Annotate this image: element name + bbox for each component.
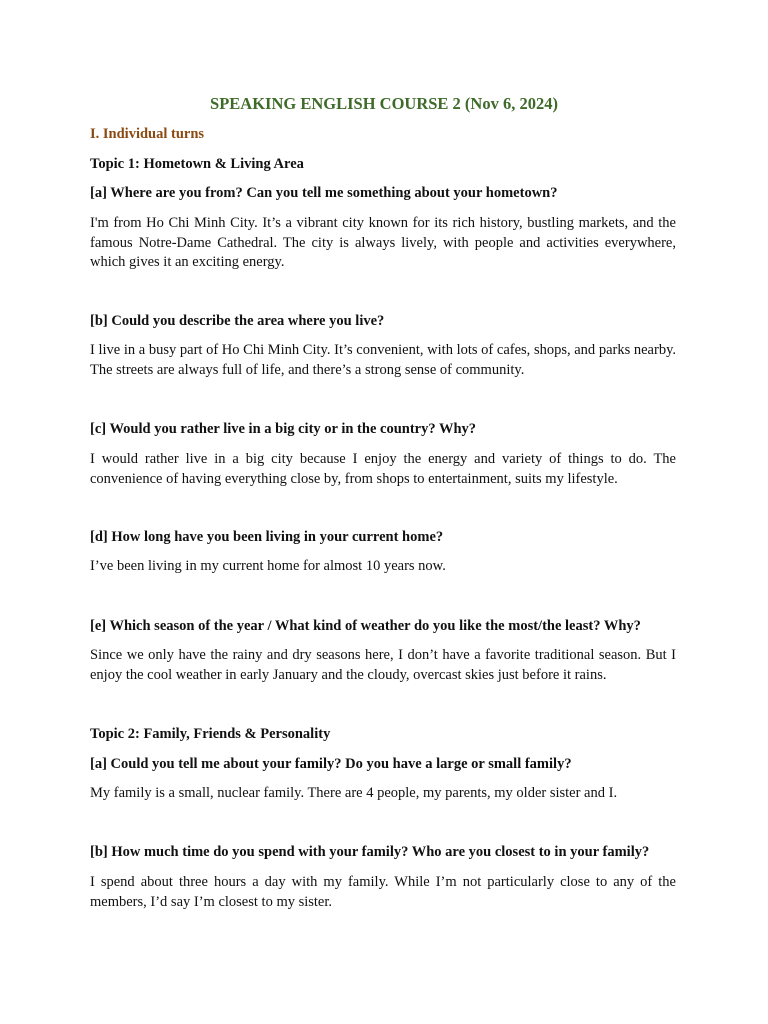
topic-2-answer-b: I spend about three hours a day with my family. While I’m not particularly close to any of the members, I’d say I’m closest to my sister. [90, 874, 676, 910]
topic-2-answer-a: My family is a small, nuclear family. There are 4 people, my parents, my older sister and I. [90, 785, 618, 801]
section-heading: I. Individual turns [90, 126, 205, 142]
topic-1-question-a: [a] Where are you from? Can you tell me something about your hometown? [90, 185, 558, 201]
topic-1-answer-a: I'm from Ho Chi Minh City. It’s a vibrant city known for its rich history, bustling markets, and the famous Notre-Dame Cathedral. The city is always lively, with people and activities everywhere, which gives it an exciting energy. [90, 215, 676, 270]
topic-1-answer-d: I’ve been living in my current home for almost 10 years now. [90, 558, 446, 574]
topic-1-question-e: [e] Which season of the year / What kind of weather do you like the most/the least? Why? [90, 618, 641, 634]
topic-2-question-b: [b] How much time do you spend with your family? Who are you closest to in your family? [90, 844, 650, 860]
document-title: SPEAKING ENGLISH COURSE 2 (Nov 6, 2024) [210, 94, 558, 113]
topic-1-answer-e: Since we only have the rainy and dry seasons here, I don’t have a favorite traditional season. But I enjoy the cool weather in early January and the cloudy, overcast skies just before it rains. [90, 647, 676, 683]
topic-1-question-b: [b] Could you describe the area where you live? [90, 313, 385, 329]
topic-1-answer-c: I would rather live in a big city because I enjoy the energy and variety of things to do. The convenience of having everything close by, from shops to entertainment, suits my lifestyle. [90, 451, 676, 487]
topic-1-heading: Topic 1: Hometown & Living Area [90, 156, 304, 172]
topic-1-question-d: [d] How long have you been living in your current home? [90, 529, 444, 545]
topic-1-question-c: [c] Would you rather live in a big city or in the country? Why? [90, 421, 477, 437]
topic-2-question-a: [a] Could you tell me about your family? Do you have a large or small family? [90, 756, 572, 772]
topic-1-answer-b: I live in a busy part of Ho Chi Minh City. It’s convenient, with lots of cafes, shops, and parks nearby. The streets are always full of life, and there’s a strong sense of community. [90, 342, 676, 378]
topic-2-heading: Topic 2: Family, Friends & Personality [90, 726, 331, 742]
